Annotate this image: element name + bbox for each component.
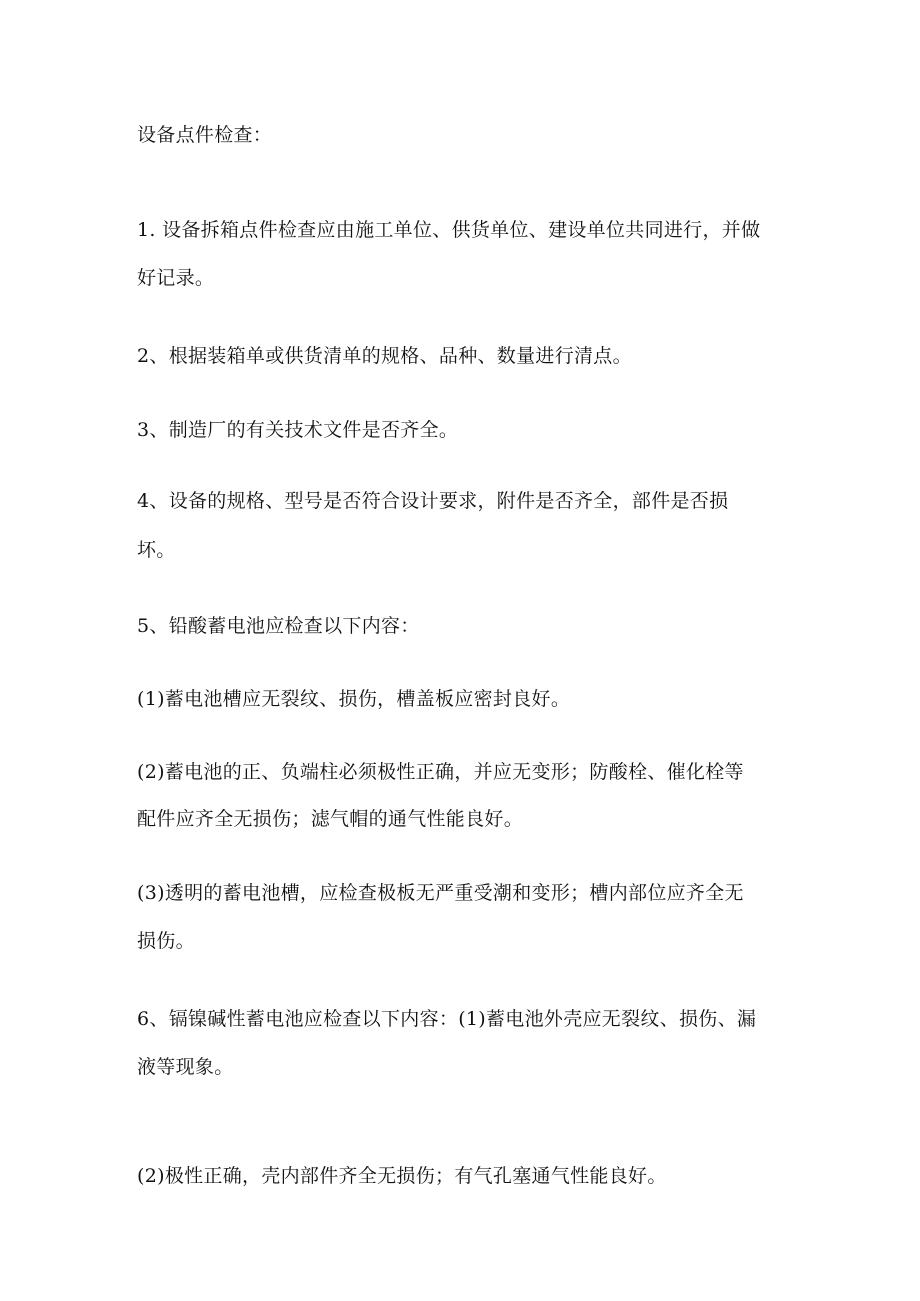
item-1-line-1: 1. 设备拆箱点件检查应由施工单位、供货单位、建设单位共同进行，并做 [137,219,761,241]
item-6-line-1: 6、镉镍碱性蓄电池应检查以下内容：(1)蓄电池外壳应无裂纹、损伤、漏 [137,1008,757,1030]
item-6-line-2: 液等现象。 [137,1056,234,1078]
item-3-line-1: 3、制造厂的有关技术文件是否齐全。 [137,419,459,441]
sub-item-5-3-line-2: 损伤。 [137,930,195,952]
sub-item-5-2-line-1: (2)蓄电池的正、负端柱必须极性正确，并应无变形；防酸栓、催化栓等 [137,761,744,783]
item-4-line-2: 坏。 [137,539,176,561]
item-1-line-2: 好记录。 [137,267,215,289]
document-heading: 设备点件检查： [137,124,273,146]
item-2-line-1: 2、根据装箱单或供货清单的规格、品种、数量进行清点。 [137,345,632,367]
item-4-line-1: 4、设备的规格、型号是否符合设计要求，附件是否齐全，部件是否损 [137,490,729,512]
item-5-line-1: 5、铅酸蓄电池应检查以下内容： [137,615,420,637]
sub-item-5-2-line-2: 配件应齐全无损伤；滤气帽的通气性能良好。 [137,808,524,830]
sub-item-5-1-line-1: (1)蓄电池槽应无裂纹、损伤，槽盖板应密封良好。 [137,688,571,710]
sub-item-6-2-line-1: (2)极性正确，壳内部件齐全无损伤；有气孔塞通气性能良好。 [137,1165,667,1187]
sub-item-5-3-line-1: (3)透明的蓄电池槽，应检查极板无严重受潮和变形；槽内部位应齐全无 [137,882,744,904]
